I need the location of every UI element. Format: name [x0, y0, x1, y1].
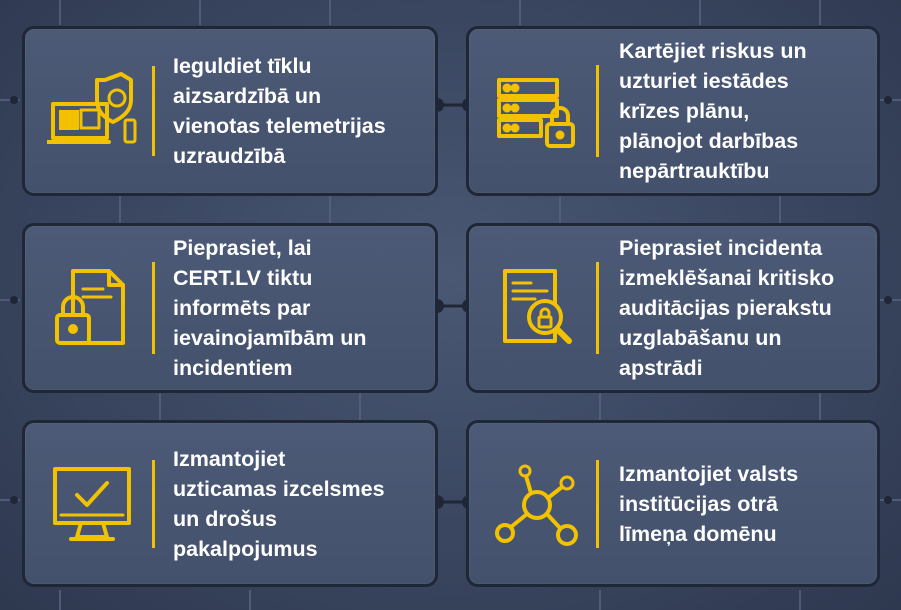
card-text: Izmantojiet valsts institūcijas otrā līmeņa domēnu [619, 461, 799, 546]
card-cert-notification [22, 223, 438, 393]
laptop-shield-icon [47, 66, 137, 156]
card-text: Kartējiet riskus un uzturiet iestādes krīzes plānu, plānojot darbības nepārtrauktību [619, 39, 807, 183]
document-search-icon [491, 263, 581, 353]
card-network-defense [22, 26, 438, 196]
card-incident-investigation [466, 223, 880, 393]
card-second-level-domain [466, 420, 880, 587]
monitor-check-icon [47, 459, 137, 549]
card-trusted-services [22, 420, 438, 587]
network-nodes-icon [491, 459, 581, 549]
document-lock-icon [47, 263, 137, 353]
card-risk-mapping [466, 26, 880, 196]
server-lock-icon [491, 66, 581, 156]
card-text: Ieguldiet tīklu aizsardzībā un vienotas telemetrijas uzraudzībā [173, 54, 386, 168]
card-text: Izmantojiet uzticamas izcelsmes un drošus pakalpojumus [173, 446, 385, 561]
card-text: Pieprasiet, lai CERT.LV tiktu informēts par ievainojamībām un incidentiem [173, 236, 367, 380]
card-text: Pieprasiet incidenta izmeklēšanai kritisko auditācijas pierakstu uzglabāšanu un apstrādi [619, 236, 835, 380]
